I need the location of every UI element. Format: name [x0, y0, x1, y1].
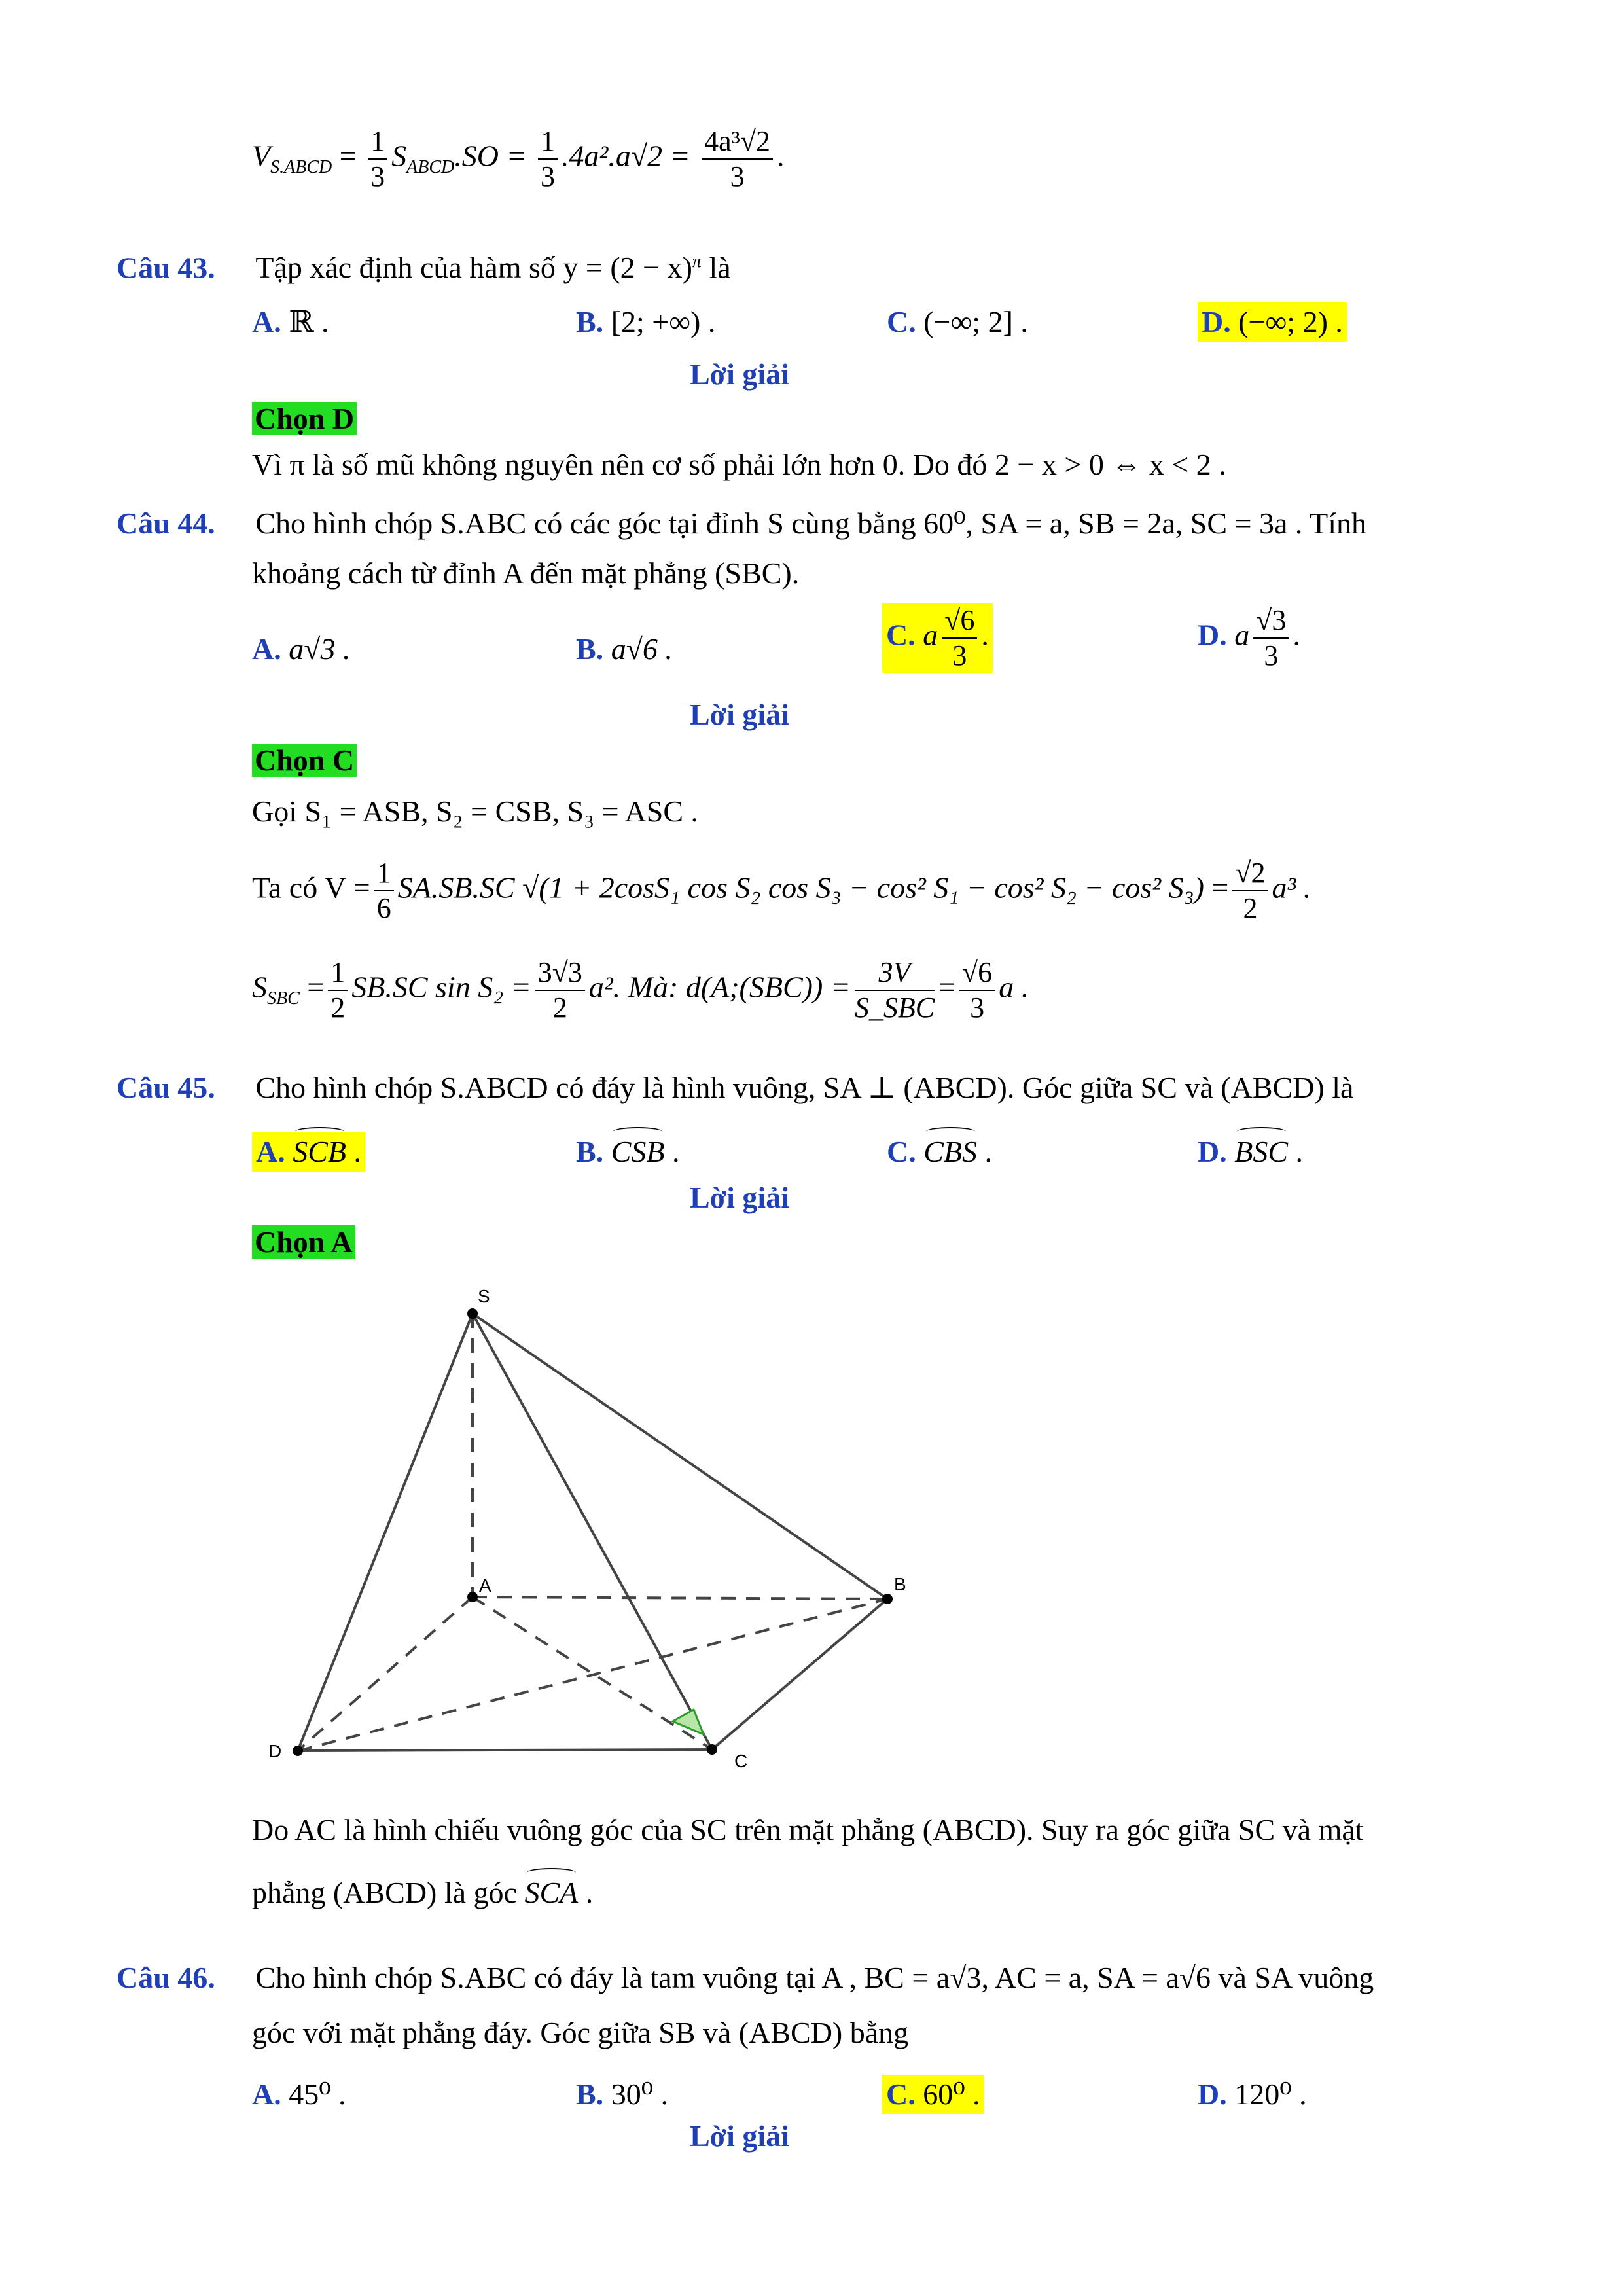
q44-option-a[interactable]: A. a√3 . [252, 632, 351, 666]
q45-explanation-1: Do AC là hình chiếu vuông góc của SC trên mặt phẳng (ABCD). Suy ra góc giữa SC và mặt [252, 1813, 1364, 1846]
angle-marker [673, 1710, 704, 1734]
q46-text-2: góc với mặt phẳng đáy. Góc giữa SB và (ABCD) bằng [252, 2016, 909, 2049]
q43-number: Câu 43. [116, 251, 215, 285]
q45-option-d[interactable]: D. BSC . [1198, 1132, 1303, 1172]
label-b: B [894, 1574, 906, 1594]
formula-end: . [777, 139, 785, 173]
q43-tail: là [701, 251, 731, 285]
point-a [467, 1592, 478, 1602]
q43-option-b[interactable]: B. [2; +∞) . [576, 305, 716, 338]
q45-option-c[interactable]: C. CBS . [887, 1132, 992, 1172]
edge-dc [298, 1749, 712, 1751]
q44-area-line: $S_{SBC}$ = $\frac{1}{2}$ SB.SC sin S₂ = $\frac{3√3}{2}$ a². Mà: d(A;(SBC)) = $\frac{3V}{\text{S\_SBC}}$ = $\frac{√6}{3}$ a . [252, 956, 1029, 1024]
formula-frac-3: $\frac{\text{4a³√2}}{3}$ [702, 124, 773, 194]
formula-frac-1: $\frac{1}{3}$ [368, 124, 387, 194]
q46-option-b[interactable]: B. 30⁰ . [576, 2077, 669, 2111]
q44-option-b[interactable]: B. a√6 . [576, 632, 673, 666]
formula-frac-2: $\frac{1}{3}$ [538, 124, 558, 194]
q46-option-d[interactable]: D. 120⁰ . [1198, 2077, 1307, 2111]
label-d: D [268, 1741, 282, 1761]
q43-text: Tập xác định của hàm số y = (2 − x) [255, 251, 692, 285]
edge-ad [298, 1597, 473, 1751]
q44-option-c[interactable]: C. a $\frac{√6}{3}$ . [882, 603, 993, 673]
q45-number: Câu 45. [116, 1071, 215, 1104]
q44-answer-badge: Chọn C [252, 741, 357, 780]
formula-s: S [391, 139, 407, 173]
q46-line1 [116, 1958, 1374, 1998]
label-s: S [478, 1286, 490, 1306]
q43-loigiai: Lời giải [690, 357, 789, 391]
q43-explanation: Vì π là số mũ không nguyên nên cơ số phải lớn hơn 0. Do đó 2 − x > 0 ⇔ x < 2 . [252, 448, 1226, 481]
point-d [293, 1746, 303, 1756]
q43-option-c[interactable]: C. (−∞; 2] . [887, 305, 1028, 338]
q43-option-d[interactable]: D. (−∞; 2) . [1198, 302, 1347, 342]
q46-option-a[interactable]: A. 45⁰ . [252, 2077, 346, 2111]
q45-explanation-2: phẳng (ABCD) là góc SCA . [252, 1873, 593, 1912]
formula-v: V [252, 139, 271, 173]
q44-text-1: Cho hình chóp S.ABC có các góc tại đỉnh S cùng bằng 60⁰, SA = a, SB = 2a, SC = 3a . Tính [255, 507, 1366, 540]
formula-eq: = [339, 139, 357, 173]
q43-option-a[interactable]: A. ℝ . [252, 305, 329, 338]
q43-answer-badge: Chọn D [252, 399, 357, 439]
formula-mid: .4a².a√2 = [562, 139, 690, 173]
label-c: C [734, 1751, 748, 1771]
q46-option-c[interactable]: C. 60⁰ . [882, 2075, 984, 2114]
point-c [707, 1744, 717, 1755]
formula-s-sub: ABCD [406, 156, 455, 177]
q46-loigiai: Lời giải [690, 2119, 789, 2153]
edge-ac [473, 1597, 712, 1749]
q44-option-d[interactable]: D. a $\frac{√3}{3}$ . [1198, 604, 1300, 672]
q45-loigiai: Lời giải [690, 1181, 789, 1214]
q44-goi: Gọi S₁ = ASB, S₂ = CSB, S₃ = ASC . [252, 795, 699, 828]
q44-number: Câu 44. [116, 507, 215, 540]
formula-v-sub: S.ABCD [270, 156, 332, 177]
edge-sb [473, 1314, 887, 1599]
point-b [882, 1594, 893, 1604]
edge-cb [712, 1599, 887, 1749]
q44-text-2: khoảng cách từ đỉnh A đến mặt phẳng (SBC). [252, 556, 800, 590]
label-a: A [479, 1575, 491, 1596]
q45-option-a[interactable]: A. SCB . [252, 1132, 365, 1172]
q46-number: Câu 46. [116, 1961, 215, 1994]
edge-ab [473, 1597, 887, 1599]
q46-text-1: Cho hình chóp S.ABC có đáy là tam vuông tại A , BC = a√3, AC = a, SA = a√6 và SA vuông [255, 1961, 1374, 1994]
edge-sd [298, 1314, 473, 1751]
q43-exp: π [692, 251, 702, 272]
q45-text: Cho hình chóp S.ABCD có đáy là hình vuông, SA ⊥ (ABCD). Góc giữa SC và (ABCD) là [255, 1071, 1354, 1104]
formula-so: .SO = [454, 139, 527, 173]
q45-option-b[interactable]: B. CSB . [576, 1132, 679, 1172]
q44-volume-line: Ta có V = $\frac{1}{6}$ SA.SB.SC √(1 + 2cosS₁ cos S₂ cos S₃ − cos² S₁ − cos² S₂ − cos² S₃) = $\frac{√2}{2}$ a³ . [252, 857, 1311, 924]
q45-answer-badge: Chọn A [252, 1223, 355, 1262]
q44-loigiai: Lời giải [690, 698, 789, 731]
edge-sc [473, 1314, 712, 1749]
point-s [467, 1308, 478, 1319]
